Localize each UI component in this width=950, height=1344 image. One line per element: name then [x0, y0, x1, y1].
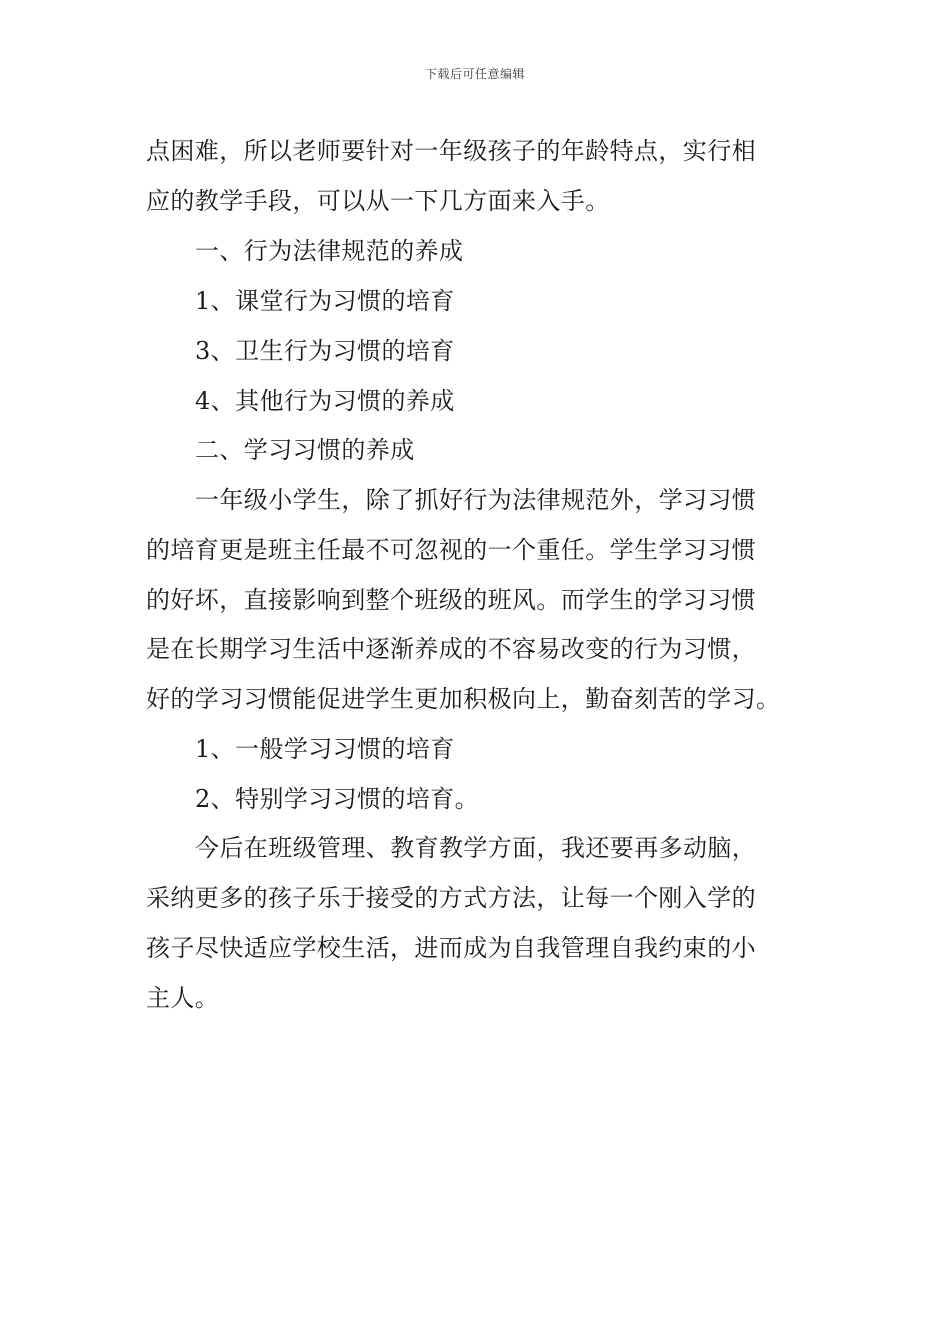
list-item: 3、卫生行为习惯的培育 [195, 337, 455, 365]
paragraph-line: 的好坏，直接影响到整个班级的班风。而学生的学习习惯 [146, 586, 756, 614]
paragraph-line: 点困难，所以老师要针对一年级孩子的年龄特点，实行相 [146, 137, 756, 165]
section-heading: 二、学习习惯的养成 [195, 436, 415, 464]
paragraph-line: 一年级小学生，除了抓好行为法律规范外，学习习惯 [195, 486, 757, 514]
paragraph-line: 的培育更是班主任最不可忽视的一个重任。学生学习习惯 [146, 536, 756, 564]
list-item: 2、特别学习习惯的培育。 [195, 785, 480, 813]
paragraph-line: 采纳更多的孩子乐于接受的方式方法，让每一个刚入学的 [146, 884, 756, 912]
list-item: 4、其他行为习惯的养成 [195, 387, 455, 415]
section-heading: 一、行为法律规范的养成 [195, 237, 464, 265]
paragraph-line: 今后在班级管理、教育教学方面，我还要再多动脑， [195, 834, 757, 862]
paragraph-line: 孩子尽快适应学校生活，进而成为自我管理自我约束的小 [146, 934, 756, 962]
paragraph-line: 主人。 [146, 984, 220, 1012]
paragraph-line: 应的教学手段，可以从一下几方面来入手。 [146, 187, 610, 215]
paragraph-line: 好的学习习惯能促进学生更加积极向上，勤奋刻苦的学习。 [146, 685, 781, 713]
page-header: 下载后可任意编辑 [424, 67, 525, 81]
list-item: 1、一般学习习惯的培育 [195, 735, 455, 763]
paragraph-line: 是在长期学习生活中逐渐养成的不容易改变的行为习惯， [146, 635, 756, 663]
list-item: 1、课堂行为习惯的培育 [195, 287, 455, 315]
